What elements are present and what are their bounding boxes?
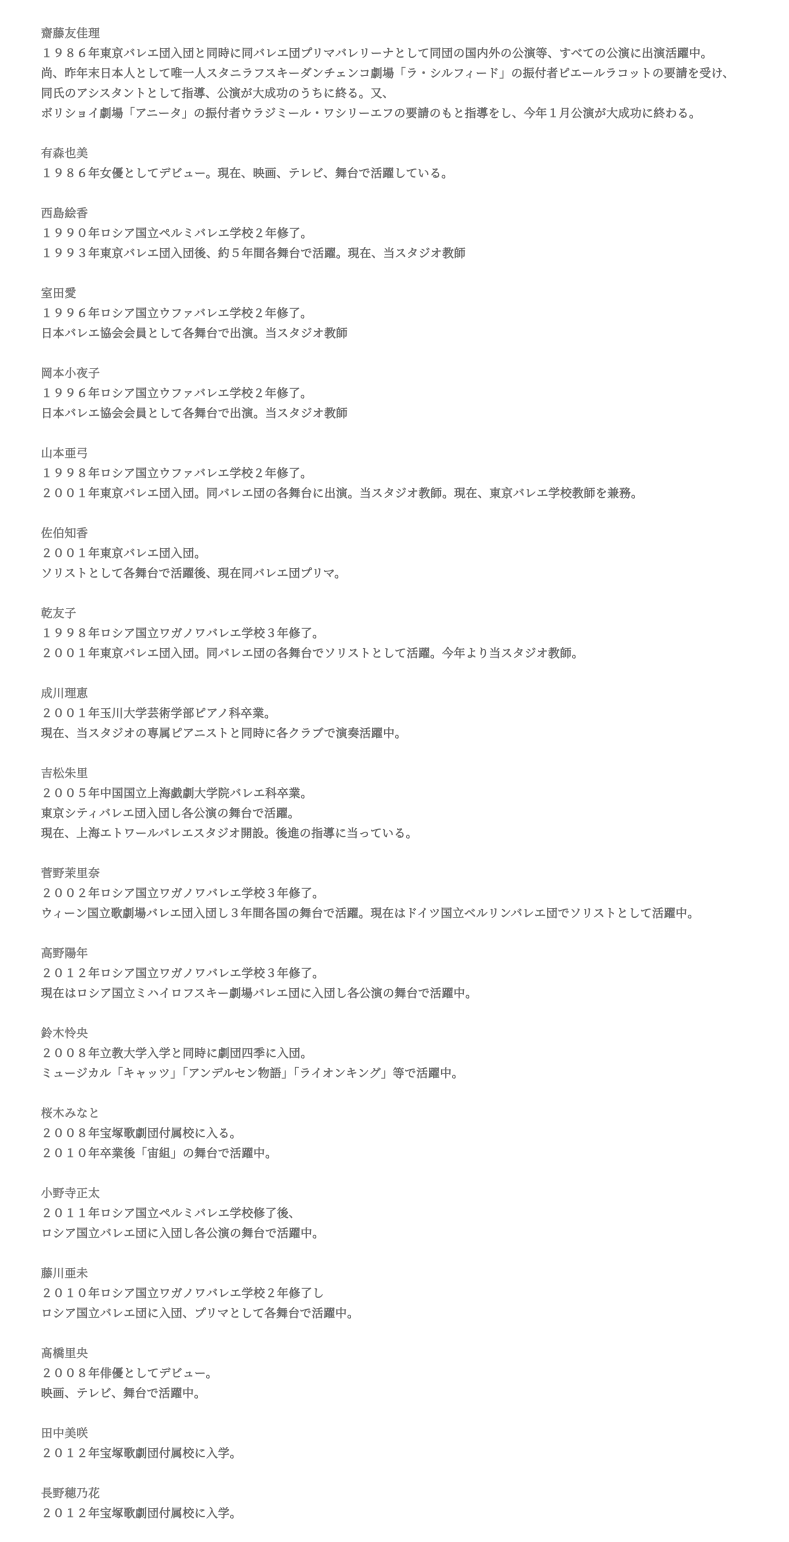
profile-name: 山本亜弓: [41, 446, 89, 460]
profile-bio-line: 現在、上海エトワールバレエスタジオ開設。後進の指導に当っている。: [41, 826, 418, 840]
profile-bio-line: １９９６年ロシア国立ウファバレエ学校２年修了。: [41, 306, 313, 320]
profile-name: 鈴木怜央: [41, 1026, 89, 1040]
profile-name: 吉松朱里: [41, 766, 89, 780]
profile-bio-line: 尚、昨年末日本人として唯一人スタニラフスキーダンチェンコ劇場「ラ・シルフィード」の振付者ピエールラコットの要請を受け、: [41, 66, 735, 80]
profile-bio-line: ２０１２年ロシア国立ワガノワバレエ学校３年修了。: [41, 966, 325, 980]
profile-name: 菅野茉里奈: [41, 866, 100, 880]
profile-bio-line: 映画、テレビ、舞台で活躍中。: [41, 1386, 206, 1400]
profile-name: 髙橋里央: [41, 1346, 89, 1360]
profile-name: 岡本小夜子: [41, 366, 100, 380]
profile-bio-line: ソリストとして各舞台で活躍後、現在同バレエ団プリマ。: [41, 566, 347, 580]
profile-name: 桜木みなと: [41, 1106, 100, 1120]
profile-bio-line: １９８６年女優としてデビュー。現在、映画、テレビ、舞台で活躍している。: [41, 166, 454, 180]
profile-bio-line: ２００８年立教大学入学と同時に劇団四季に入団。: [41, 1046, 313, 1060]
profile-bio-line: 日本バレエ協会会員として各舞台で出演。当スタジオ教師: [41, 406, 348, 420]
profile-bio-line: ２０１２年宝塚歌劇団付属校に入学。: [41, 1506, 242, 1520]
profile-bio-line: ２０１０年ロシア国立ワガノワバレエ学校２年修了し: [41, 1286, 325, 1300]
profile-bio-line: 現在、当スタジオの専属ピアニストと同時に各クラブで演奏活躍中。: [41, 726, 407, 740]
profile-bio-line: ボリショイ劇場「アニータ」の振付者ウラジミール・ワシリーエフの要請のもと指導をし、今年１月公演が大成功に終わる。: [41, 106, 701, 120]
profile-bio-line: １９９３年東京バレエ団入団後、約５年間各舞台で活躍。現在、当スタジオ教師: [41, 246, 466, 260]
profile-bio-line: 東京シティバレエ団入団し各公演の舞台で活躍。: [41, 806, 300, 820]
profile-bio-line: 同氏のアシスタントとして指導、公演が大成功のうちに終る。又、: [41, 86, 395, 100]
profile-bio-line: １９９８年ロシア国立ウファバレエ学校２年修了。: [41, 466, 313, 480]
profile-name: 室田愛: [41, 286, 77, 300]
profile-bio-line: ロシア国立バレエ団に入団、プリマとして各舞台で活躍中。: [41, 1306, 359, 1320]
profile-name: 藤川亜未: [41, 1266, 89, 1280]
profile-name: 高野陽年: [41, 946, 89, 960]
profile-bio-line: ロシア国立バレエ団に入団し各公演の舞台で活躍中。: [41, 1226, 325, 1240]
profile-bio-line: １９９０年ロシア国立ペルミバレエ学校２年修了。: [41, 226, 313, 240]
profile-bio-line: １９８６年東京バレエ団入団と同時に同バレエ団プリマバレリーナとして同団の国内外の公演等、すべての公演に出演活躍中。: [41, 46, 713, 60]
profile-name: 乾友子: [41, 606, 77, 620]
profile-name: 田中美咲: [41, 1426, 89, 1440]
profile-bio-line: 現在はロシア国立ミハイロフスキー劇場バレエ団に入団し各公演の舞台で活躍中。: [41, 986, 478, 1000]
profile-bio-line: ２００８年宝塚歌劇団付属校に入る。: [41, 1126, 242, 1140]
profile-bio-line: ２０１２年宝塚歌劇団付属校に入学。: [41, 1446, 242, 1460]
profile-bio-line: ２００５年中国国立上海戯劇大学院バレエ科卒業。: [41, 786, 313, 800]
profile-bio-line: １９９８年ロシア国立ワガノワバレエ学校３年修了。: [41, 626, 325, 640]
profile-name: 有森也美: [41, 146, 89, 160]
profile-name: 佐伯知香: [41, 526, 89, 540]
profile-name: 西島絵香: [41, 206, 89, 220]
profile-bio-line: ２０１１年ロシア国立ペルミバレエ学校修了後、: [41, 1206, 301, 1220]
profile-bio-line: １９９６年ロシア国立ウファバレエ学校２年修了。: [41, 386, 313, 400]
profile-bio-line: ２００１年東京バレエ団入団。: [41, 546, 207, 560]
profile-bio-line: ウィーン国立歌劇場バレエ団入団し３年間各国の舞台で活躍。現在はドイツ国立ベルリンバレエ団でソリストとして活躍中。: [41, 906, 700, 920]
profile-bio-line: ２００２年ロシア国立ワガノワバレエ学校３年修了。: [41, 886, 325, 900]
profile-bio-line: ２００１年東京バレエ団入団。同バレエ団の各舞台でソリストとして活躍。今年より当スタジオ教師。: [41, 646, 584, 660]
profile-bio-line: ２００１年玉川大学芸術学部ピアノ科卒業。: [41, 706, 277, 720]
profile-bio-line: ２００１年東京バレエ団入団。同バレエ団の各舞台に出演。当スタジオ教師。現在、東京バレエ学校教師を兼務。: [41, 486, 643, 500]
profile-bio-line: 日本バレエ協会会員として各舞台で出演。当スタジオ教師: [41, 326, 348, 340]
profile-bio-line: ２００８年俳優としてデビュー。: [41, 1366, 218, 1380]
profile-name: 長野穂乃花: [41, 1486, 100, 1500]
profile-name: 齋藤友佳理: [41, 26, 100, 40]
profile-bio-line: ２０１０年卒業後「宙組」の舞台で活躍中。: [41, 1146, 277, 1160]
profile-name: 成川理恵: [41, 686, 89, 700]
profile-bio-line: ミュージカル「キャッツ」「アンデルセン物語」「ライオンキング」等で活躍中。: [41, 1066, 464, 1080]
profile-name: 小野寺正太: [41, 1186, 100, 1200]
